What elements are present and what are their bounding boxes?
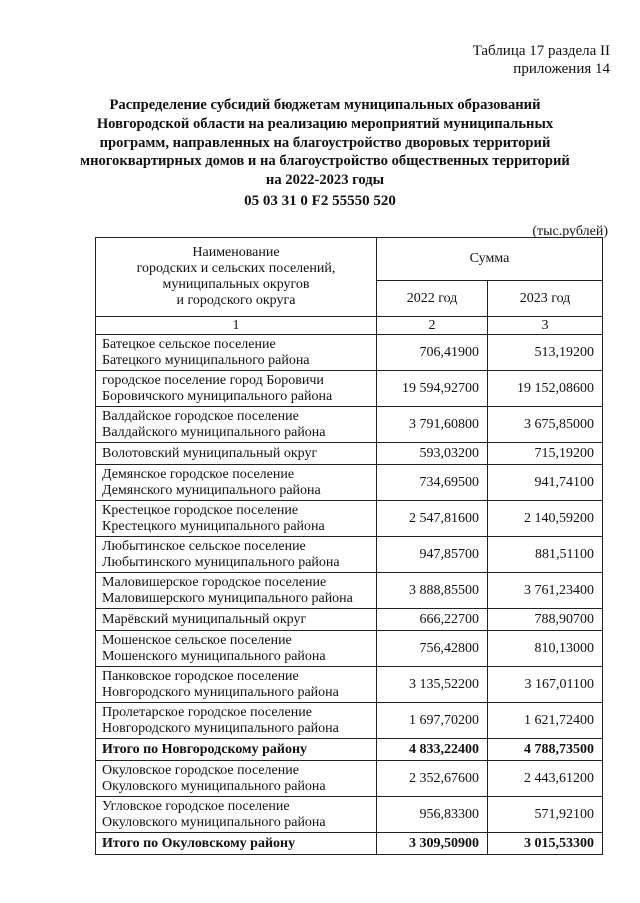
row-name-line-2: Окуловского муниципального района bbox=[102, 778, 326, 794]
row-name-line-1: Окуловское городское поселение bbox=[102, 763, 299, 778]
table-row bbox=[96, 335, 603, 371]
row-name bbox=[96, 443, 377, 465]
row-name bbox=[96, 465, 377, 501]
row-name-line-2: Валдайского муниципального района bbox=[102, 424, 326, 440]
row-value-2023: 2 140,59200 bbox=[488, 501, 603, 537]
row-value-2022: 706,41900 bbox=[377, 335, 488, 371]
title-line-5: на 2022-2023 годы bbox=[265, 172, 385, 189]
table-total-row bbox=[96, 739, 603, 761]
row-name bbox=[96, 537, 377, 573]
row-name-line-1: Марёвский муниципальный округ bbox=[102, 611, 307, 627]
row-name-line-2: Любытинского муниципального района bbox=[102, 554, 340, 570]
row-value-2023: 715,19200 bbox=[488, 443, 603, 465]
row-name-line-1: Пролетарское городское поселение bbox=[102, 705, 312, 720]
table-row bbox=[96, 573, 603, 609]
header-name-line-2: городских и сельских поселений, bbox=[136, 261, 336, 276]
column-number-1: 1 bbox=[96, 317, 377, 335]
row-value-2023: 513,19200 bbox=[488, 335, 603, 371]
row-value-2022: 947,85700 bbox=[377, 537, 488, 573]
row-value-2022: 2 352,67600 bbox=[377, 761, 488, 797]
table-row bbox=[96, 371, 603, 407]
table-row bbox=[96, 501, 603, 537]
table-row bbox=[96, 797, 603, 833]
row-name-line-2: Крестецкого муниципального района bbox=[102, 518, 325, 534]
row-name bbox=[96, 407, 377, 443]
row-name bbox=[96, 797, 377, 833]
budget-code: 05 03 31 0 F2 55550 520 bbox=[244, 193, 396, 209]
reference-line-1: Таблица 17 раздела II bbox=[472, 43, 610, 59]
column-number-2: 2 bbox=[377, 317, 488, 335]
row-value-2023: 3 761,23400 bbox=[488, 573, 603, 609]
row-value-2022: 4 833,22400 bbox=[377, 739, 488, 761]
row-name-line-1: Итого по Окуловскому району bbox=[102, 835, 296, 851]
row-value-2022: 1 697,70200 bbox=[377, 703, 488, 739]
row-value-2022: 3 791,60800 bbox=[377, 407, 488, 443]
row-name bbox=[96, 631, 377, 667]
row-value-2023: 4 788,73500 bbox=[488, 739, 603, 761]
row-name-line-1: Мошенское сельское поселение bbox=[102, 633, 292, 648]
header-sum: Сумма bbox=[377, 238, 603, 281]
title-line-4: многоквартирных домов и на благоустройство общественных территорий bbox=[80, 153, 570, 170]
row-name-line-2: Новгородского муниципального района bbox=[102, 720, 339, 736]
row-value-2022: 19 594,92700 bbox=[377, 371, 488, 407]
row-name-line-1: Крестецкое городское поселение bbox=[102, 503, 299, 518]
row-name-line-2: Боровичского муниципального района bbox=[102, 388, 333, 404]
row-name-line-2: Маловишерского муниципального района bbox=[102, 590, 353, 606]
subsidy-table bbox=[95, 237, 603, 855]
row-name-line-2: Демянского муниципального района bbox=[102, 482, 321, 498]
row-value-2022: 666,22700 bbox=[377, 609, 488, 631]
unit-label: (тыс.рублей) bbox=[532, 224, 608, 239]
row-name bbox=[96, 335, 377, 371]
row-value-2023: 571,92100 bbox=[488, 797, 603, 833]
row-value-2023: 19 152,08600 bbox=[488, 371, 603, 407]
row-name-line-1: городское поселение город Боровичи bbox=[102, 373, 324, 388]
header-name-line-3: муниципальных округов bbox=[162, 277, 310, 292]
table-row bbox=[96, 667, 603, 703]
row-name-line-2: Мошенского муниципального района bbox=[102, 648, 326, 664]
row-value-2022: 3 309,50900 bbox=[377, 833, 488, 855]
row-value-2023: 1 621,72400 bbox=[488, 703, 603, 739]
row-name bbox=[96, 371, 377, 407]
row-value-2023: 788,90700 bbox=[488, 609, 603, 631]
row-name bbox=[96, 703, 377, 739]
title-line-2: Новгородской области на реализацию мероприятий муниципальных bbox=[96, 115, 554, 132]
row-name bbox=[96, 667, 377, 703]
row-name bbox=[96, 833, 377, 855]
row-name-line-2: Новгородского муниципального района bbox=[102, 684, 339, 700]
title-line-1: Распределение субсидий бюджетам муниципальных образований bbox=[109, 97, 541, 113]
table-row bbox=[96, 609, 603, 631]
header-name-line-1: Наименование bbox=[192, 245, 280, 260]
row-name-line-1: Угловское городское поселение bbox=[102, 799, 290, 814]
row-name bbox=[96, 573, 377, 609]
title-line-3: программ, направленных на благоустройство дворовых территорий bbox=[99, 134, 551, 151]
table-row bbox=[96, 407, 603, 443]
row-name-line-2: Окуловского муниципального района bbox=[102, 814, 326, 830]
row-value-2023: 810,13000 bbox=[488, 631, 603, 667]
row-name bbox=[96, 739, 377, 761]
row-name-line-1: Батецкое сельское поселение bbox=[102, 337, 276, 352]
table-row bbox=[96, 631, 603, 667]
row-name bbox=[96, 761, 377, 797]
row-name-line-1: Валдайское городское поселение bbox=[102, 409, 299, 424]
row-value-2023: 3 675,85000 bbox=[488, 407, 603, 443]
header-name bbox=[96, 238, 377, 317]
table-row bbox=[96, 537, 603, 573]
row-name-line-2: Батецкого муниципального района bbox=[102, 352, 310, 368]
row-value-2022: 3 888,85500 bbox=[377, 573, 488, 609]
table-reference bbox=[473, 42, 610, 78]
table-row bbox=[96, 465, 603, 501]
row-name bbox=[96, 609, 377, 631]
document-title bbox=[60, 96, 590, 190]
header-year-2022: 2022 год bbox=[377, 281, 488, 317]
row-value-2022: 756,42800 bbox=[377, 631, 488, 667]
row-value-2022: 2 547,81600 bbox=[377, 501, 488, 537]
table-body bbox=[96, 335, 603, 855]
table-row bbox=[96, 703, 603, 739]
row-name bbox=[96, 501, 377, 537]
row-value-2023: 3 015,53300 bbox=[488, 833, 603, 855]
row-name-line-1: Итого по Новгородскому району bbox=[102, 741, 308, 757]
row-value-2023: 941,74100 bbox=[488, 465, 603, 501]
header-name-line-4: и городского округа bbox=[176, 293, 296, 308]
row-name-line-1: Маловишерское городское поселение bbox=[102, 575, 327, 590]
table-row bbox=[96, 443, 603, 465]
row-value-2023: 2 443,61200 bbox=[488, 761, 603, 797]
row-name-line-1: Демянское городское поселение bbox=[102, 467, 295, 482]
column-number-3: 3 bbox=[488, 317, 603, 335]
row-value-2022: 3 135,52200 bbox=[377, 667, 488, 703]
header-year-2023: 2023 год bbox=[488, 281, 603, 317]
table-row bbox=[96, 761, 603, 797]
row-value-2022: 734,69500 bbox=[377, 465, 488, 501]
row-name-line-1: Любытинское сельское поселение bbox=[102, 539, 306, 554]
row-value-2022: 593,03200 bbox=[377, 443, 488, 465]
row-name-line-1: Волотовский муниципальный округ bbox=[102, 445, 318, 461]
row-value-2023: 881,51100 bbox=[488, 537, 603, 573]
table-total-row bbox=[96, 833, 603, 855]
row-value-2022: 956,83300 bbox=[377, 797, 488, 833]
row-value-2023: 3 167,01100 bbox=[488, 667, 603, 703]
reference-line-2: приложения 14 bbox=[513, 61, 610, 77]
row-name-line-1: Панковское городское поселение bbox=[102, 669, 299, 684]
